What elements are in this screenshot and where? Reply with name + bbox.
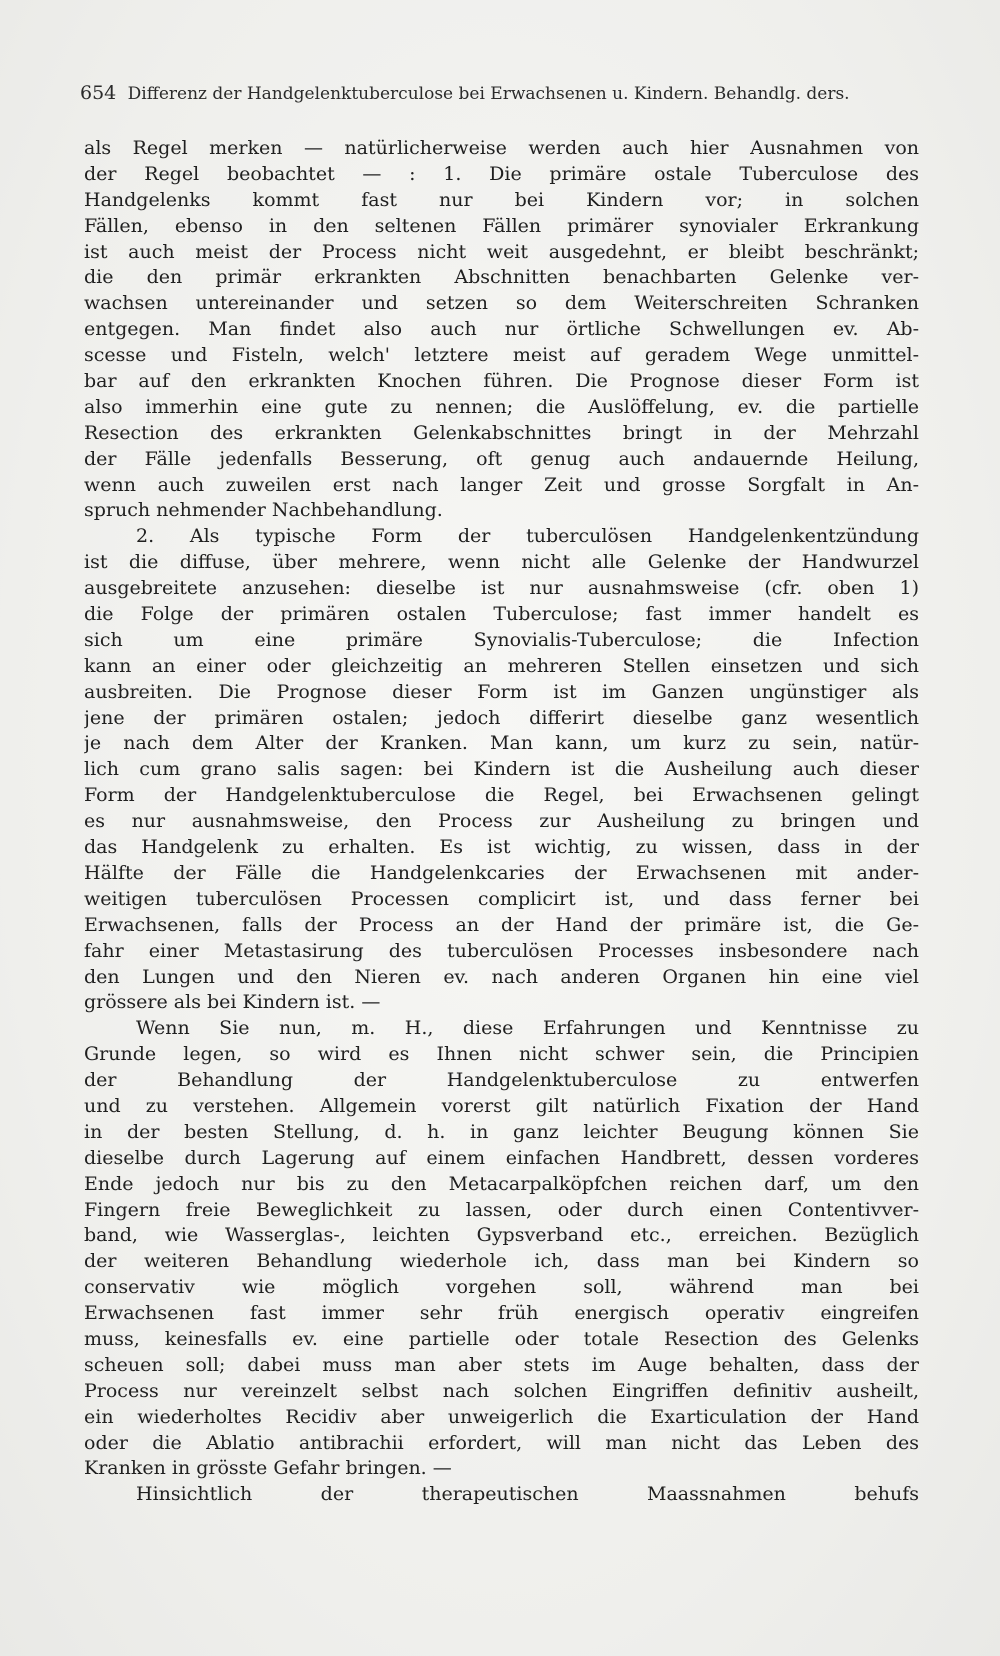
text-line: den Lungen und den Nieren ev. nach anderen Organen hin eine viel [84,965,919,988]
text-line: Process nur vereinzelt selbst nach solchen Eingriffen definitiv ausheilt, [84,1379,919,1402]
text-line: Resection des erkrankten Gelenkabschnittes bringt in der Mehrzahl [84,421,919,444]
text-line: bar auf den erkrankten Knochen führen. Die Prognose dieser Form ist [84,370,919,393]
text-line: grössere als bei Kindern ist. — [84,991,381,1014]
text-line: ausbreiten. Die Prognose dieser Form ist im Ganzen ungünstiger als [84,680,919,703]
text-line: band, wie Wasserglas-, leichten Gypsverband etc., erreichen. Bezüglich [84,1224,919,1247]
text-line: muss, keinesfalls ev. eine partielle oder totale Resection des Gelenks [84,1327,919,1350]
text-line: entgegen. Man findet also auch nur örtliche Schwellungen ev. Ab- [84,318,919,341]
text-line: weitigen tuberculösen Processen complicirt ist, und dass ferner bei [84,887,919,910]
text-line: fahr einer Metastasirung des tuberculösen Processes insbesondere nach [84,939,919,962]
text-line: ein wiederholtes Recidiv aber unweigerlich die Exarticulation der Hand [84,1405,919,1428]
text-line: Hinsichtlich der therapeutischen Maassnahmen behufs [136,1483,919,1506]
text-line: oder die Ablatio antibrachii erfordert, will man nicht das Leben des [84,1431,919,1454]
text-line: dieselbe durch Lagerung auf einem einfachen Handbrett, dessen vorderes [84,1146,919,1169]
text-line: das Handgelenk zu erhalten. Es ist wichtig, zu wissen, dass in der [84,836,919,859]
text-line: scesse und Fisteln, welch' letztere meist auf geradem Wege unmittel- [84,344,919,367]
running-title: Differenz der Handgelenktuberculose bei Erwachsenen u. Kindern. Behandlg. ders. [127,84,850,104]
text-line: der Fälle jedenfalls Besserung, oft genug auch andauernde Heilung, [84,447,919,470]
running-header [80,82,918,104]
text-line: es nur ausnahmsweise, den Process zur Ausheilung zu bringen und [84,810,919,833]
text-line: jene der primären ostalen; jedoch differirt dieselbe ganz wesentlich [84,706,919,729]
text-line: Kranken in grösste Gefahr bringen. — [84,1457,452,1480]
text-line: Ende jedoch nur bis zu den Metacarpalköpfchen reichen darf, um den [84,1172,919,1195]
text-line: Grunde legen, so wird es Ihnen nicht schwer sein, die Principien [84,1043,919,1066]
text-line: je nach dem Alter der Kranken. Man kann, um kurz zu sein, natür- [84,732,919,755]
text-line: conservativ wie möglich vorgehen soll, während man bei [84,1276,919,1299]
text-line: kann an einer oder gleichzeitig an mehreren Stellen einsetzen und sich [84,654,919,677]
text-line: und zu verstehen. Allgemein vorerst gilt natürlich Fixation der Hand [84,1094,919,1117]
text-line: spruch nehmender Nachbehandlung. [84,499,443,522]
text-line: Form der Handgelenktuberculose die Regel, bei Erwachsenen gelingt [84,784,919,807]
text-line: Handgelenks kommt fast nur bei Kindern vor; in solchen [84,188,919,211]
text-line: lich cum grano salis sagen: bei Kindern ist die Ausheilung auch dieser [84,758,919,781]
text-line: wenn auch zuweilen erst nach langer Zeit und grosse Sorgfalt in An- [84,473,919,496]
text-line: Fällen, ebenso in den seltenen Fällen primärer synovialer Erkrankung [84,214,919,237]
text-line: ist die diffuse, über mehrere, wenn nicht alle Gelenke der Handwurzel [84,551,919,574]
text-line: 2. Als typische Form der tuberculösen Handgelenkentzündung [136,525,919,548]
body-text [84,136,919,1508]
text-line: ausgebreitete anzusehen: dieselbe ist nur ausnahmsweise (cfr. oben 1) [84,577,919,600]
text-line: in der besten Stellung, d. h. in ganz leichter Beugung können Sie [84,1120,919,1143]
page-number: 654 [80,82,117,104]
text-line: als Regel merken — natürlicherweise werden auch hier Ausnahmen von [84,137,919,159]
text-line: Hälfte der Fälle die Handgelenkcaries der Erwachsenen mit ander- [84,861,919,884]
text-line: Erwachsenen, falls der Process an der Hand der primäre ist, die Ge- [84,913,919,936]
text-line: wachsen untereinander und setzen so dem Weiterschreiten Schranken [84,292,919,315]
text-line: der weiteren Behandlung wiederhole ich, dass man bei Kindern so [84,1250,919,1273]
text-line: scheuen soll; dabei muss man aber stets im Auge behalten, dass der [84,1353,919,1376]
text-line: also immerhin eine gute zu nennen; die Auslöffelung, ev. die partielle [84,395,919,418]
text-line: der Behandlung der Handgelenktuberculose zu entwerfen [84,1069,919,1092]
text-line: Fingern freie Beweglichkeit zu lassen, oder durch einen Contentivver- [84,1198,919,1221]
text-line: ist auch meist der Process nicht weit ausgedehnt, er bleibt beschränkt; [84,240,919,263]
text-line: sich um eine primäre Synovialis-Tuberculose; die Infection [84,628,919,651]
text-line: die Folge der primären ostalen Tuberculose; fast immer handelt es [84,603,919,626]
text-line: Wenn Sie nun, m. H., diese Erfahrungen und Kenntnisse zu [136,1017,919,1040]
text-line: der Regel beobachtet — : 1. Die primäre ostale Tuberculose des [84,162,919,185]
text-line: Erwachsenen fast immer sehr früh energisch operativ eingreifen [84,1302,919,1325]
text-line: die den primär erkrankten Abschnitten benachbarten Gelenke ver- [84,266,919,289]
